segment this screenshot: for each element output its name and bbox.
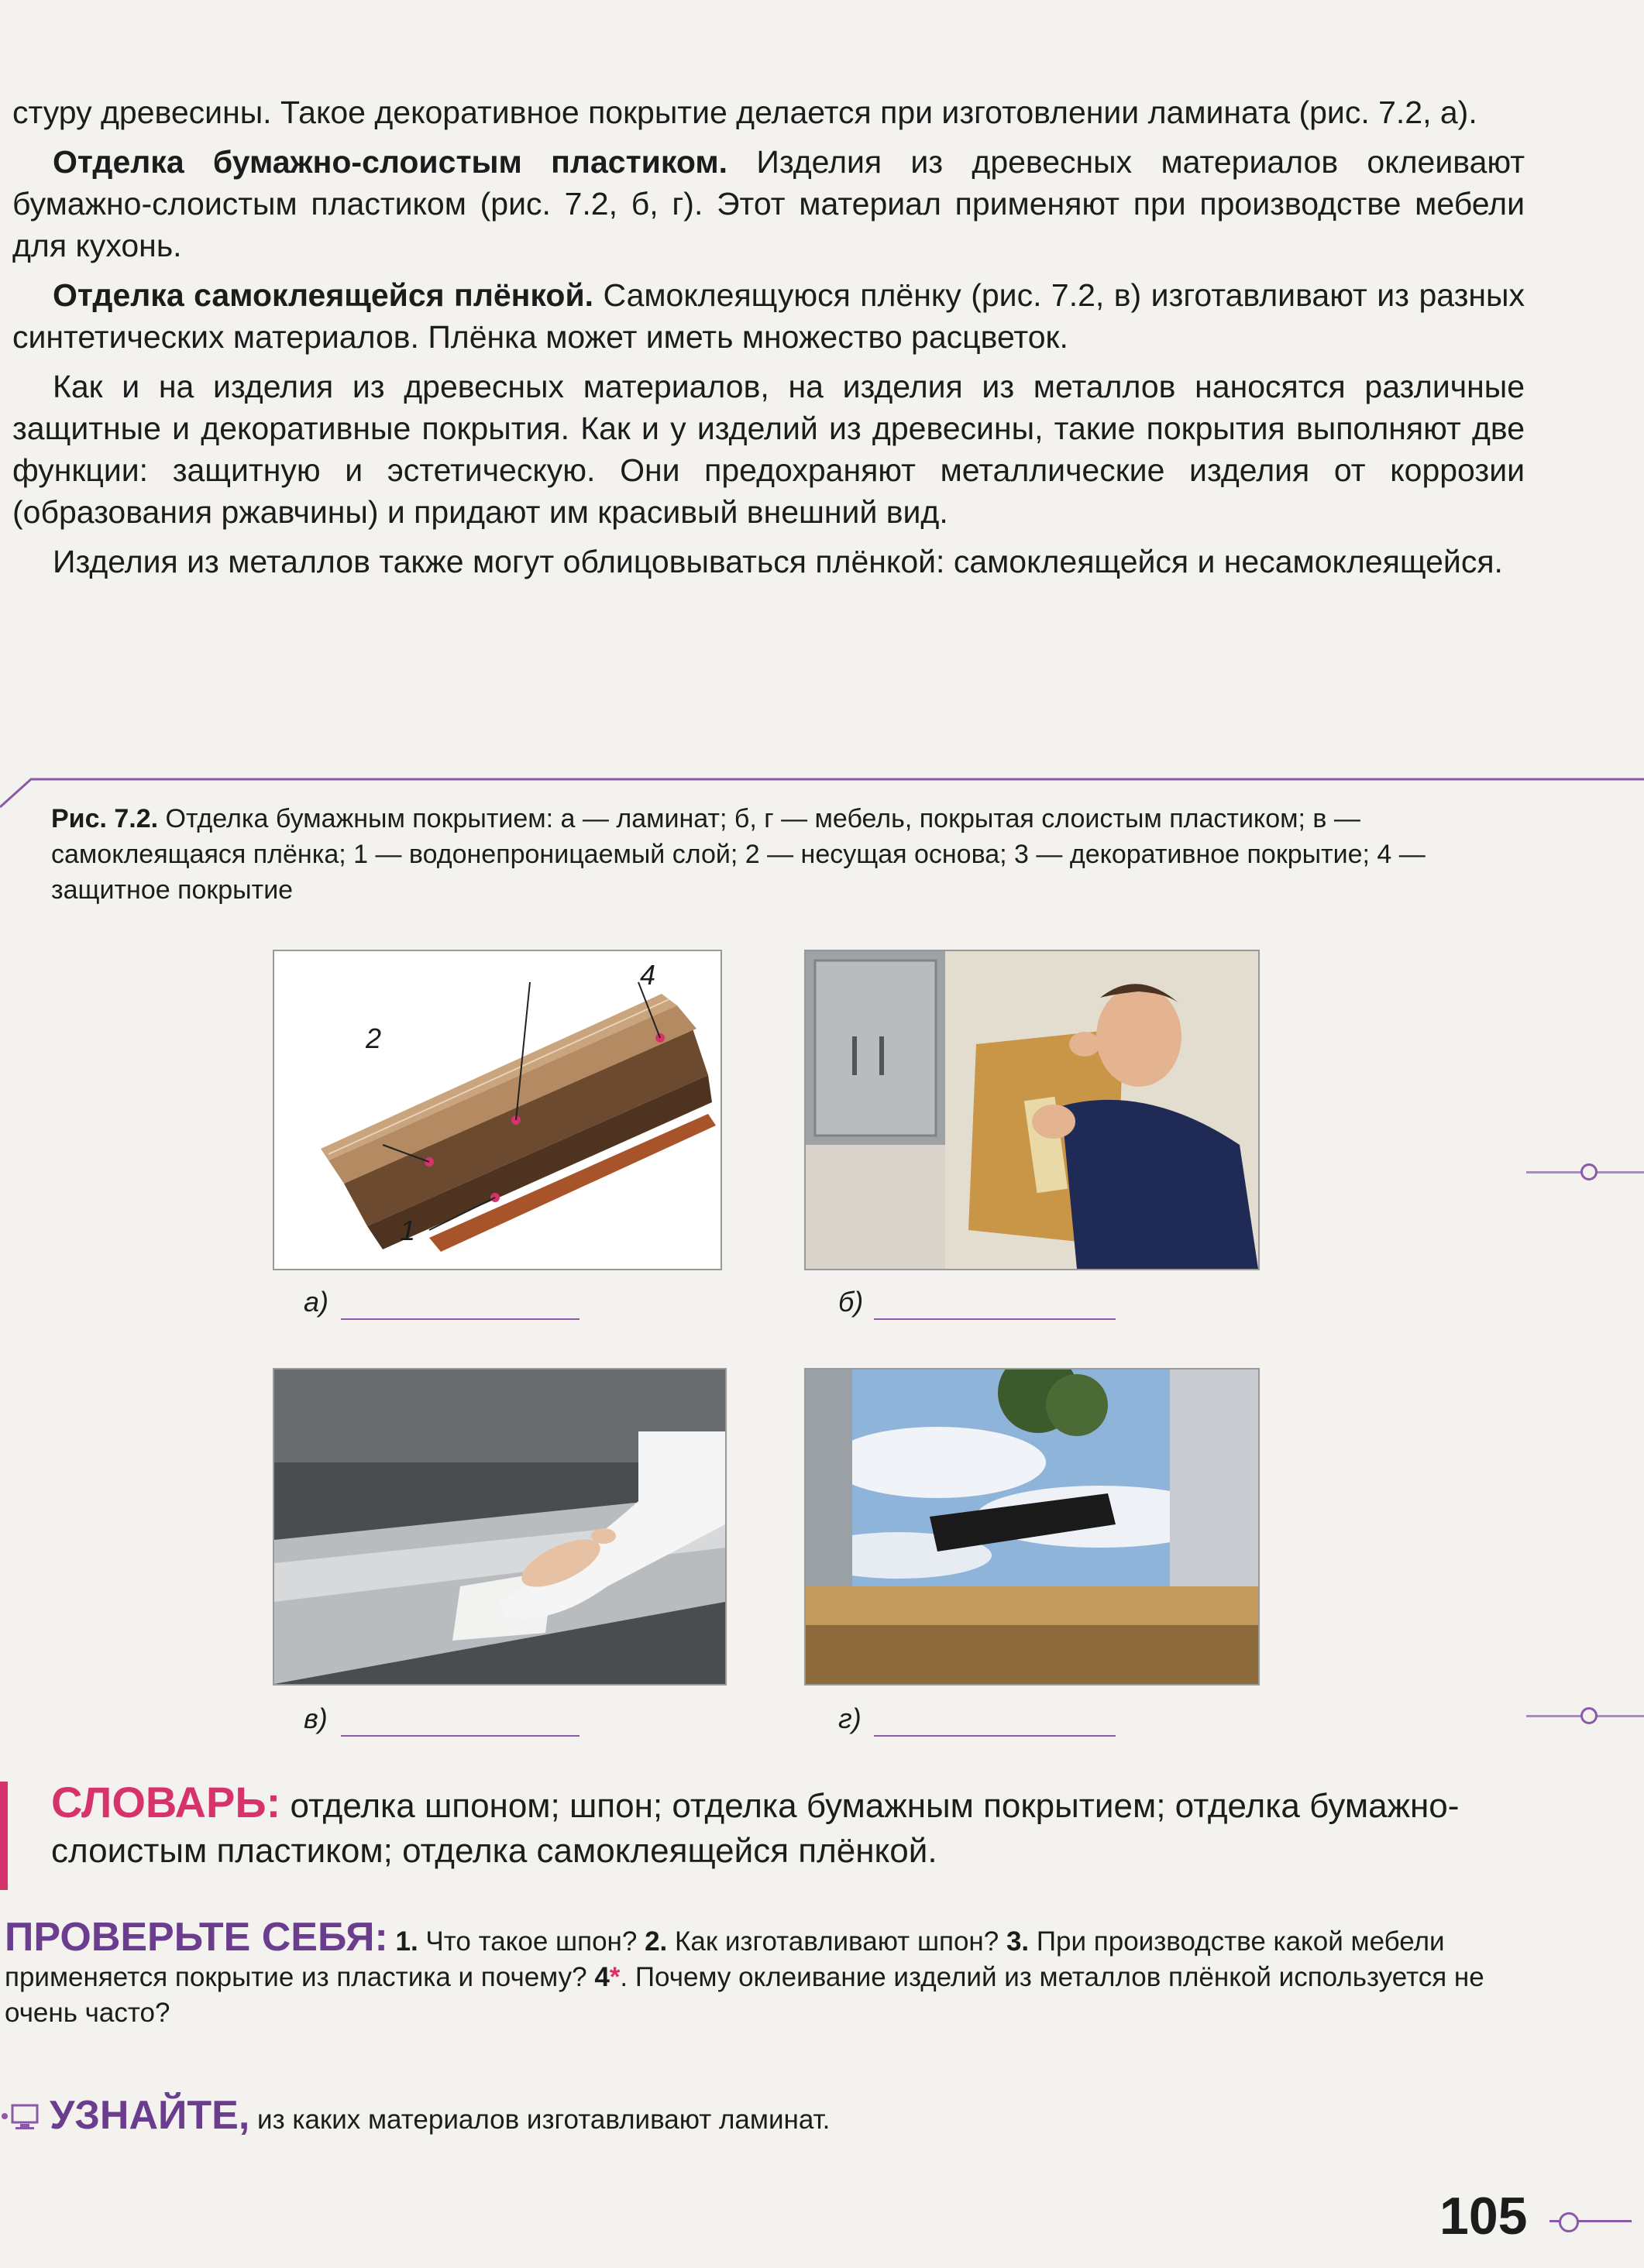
margin-dot-2 <box>1580 1707 1598 1724</box>
kitchen-cabinet-photo <box>806 951 1258 1269</box>
question-4: . Почему оклеивание изделий из металлов плёнкой используется не очень часто? <box>5 1962 1484 2028</box>
figure-v-label-line <box>341 1735 580 1737</box>
margin-dot-1 <box>1580 1163 1598 1180</box>
paragraph-5: Изделия из металлов также могут облицовываться плёнкой: самоклеящейся и несамоклеящейся. <box>53 544 1503 579</box>
printed-kitchen-panel-photo <box>806 1369 1258 1684</box>
figure-a-label-line <box>341 1318 580 1320</box>
vocabulary-heading: СЛОВАРЬ: <box>51 1778 281 1826</box>
figure-a-marker-2: 2 <box>366 1022 382 1054</box>
caption-text: Отделка бумажным покрытием: а — ламинат; б, г — мебель, покрытая слоистым пластиком; в — самоклеящаяся плёнка; 1 — водонепроницаемый слой; 2 — несущая основа; 3 — декоративное покрытие; 4 — защитное покрытие <box>51 804 1426 905</box>
question-1-number: 1. <box>395 1926 418 1957</box>
paragraph-4: Как и на изделия из древесных материалов, на изделия из металлов наносятся различные защитные и декоративные покрытия. Как и у изделий из древесины, такие покрытия выполняют две функции: защитную и эстетическую. Они предохраняют металлические изделия от коррозии (образования ржавчины) и придают им красивый внешний вид. <box>12 369 1525 530</box>
question-4-star: * <box>609 1962 621 1992</box>
figure-a-marker-4: 4 <box>640 959 656 991</box>
figure-g-label: г) <box>838 1703 862 1734</box>
question-1: Что такое шпон? <box>418 1926 645 1957</box>
paragraph-3 <box>12 274 1525 358</box>
page-number: 105 <box>1439 2187 1528 2246</box>
self-check-section <box>5 1915 1523 2031</box>
paragraph-2 <box>12 141 1525 266</box>
paragraph-3-heading: Отделка самоклеящейся плёнкой. <box>53 277 594 313</box>
question-3: При производстве какой мебели применяется покрытие из пластика и почему? <box>5 1926 1445 1992</box>
question-4-number: 4 <box>594 1962 610 1992</box>
figure-b-label: б) <box>838 1286 864 1318</box>
vocab-marker-tab <box>0 1782 8 1890</box>
figure-a-marker-1: 1 <box>400 1215 416 1246</box>
figure-v-label: в) <box>304 1703 328 1734</box>
question-3-number: 3. <box>1006 1926 1030 1957</box>
paragraph-2-heading: Отделка бумажно-слоистым пластиком. <box>53 144 728 180</box>
paragraph-2-text: Изделия из древесных материалов оклеивают бумажно-слоистым пластиком (рис. 7.2, б, г). Этот материал применяют при производстве мебели для кухонь. <box>12 144 1525 263</box>
vocabulary-section <box>51 1780 1523 1874</box>
vocabulary-text: отделка шпоном; шпон; отделка бумажным покрытием; отделка бумажно-слоистым пластиком; отделка самоклеящейся плёнкой. <box>51 1787 1460 1870</box>
figure-g-label-line <box>874 1735 1116 1737</box>
computer-icon <box>0 2101 43 2143</box>
figure-a-label: а) <box>304 1286 329 1318</box>
question-2-number: 2. <box>645 1926 668 1957</box>
figure-b-photo <box>804 950 1260 1270</box>
figure-v-photo <box>273 1368 727 1686</box>
learn-heading: УЗНАЙТЕ, <box>50 2093 250 2138</box>
figure-caption <box>51 801 1523 908</box>
adhesive-film-photo <box>274 1369 725 1684</box>
paragraph-3-text: Самоклеящуюся плёнку (рис. 7.2, в) изготавливают из разных синтетических материалов. Плёнка может иметь множество расцветок. <box>12 277 1525 355</box>
figure-b-label-line <box>874 1318 1116 1320</box>
page-number-dot <box>1559 2212 1579 2232</box>
learn-text: из каких материалов изготавливают ламинат. <box>249 2105 831 2135</box>
body-text <box>12 91 1525 590</box>
question-2: Как изготавливают шпон? <box>667 1926 1006 1957</box>
figure-a-laminate <box>273 950 722 1270</box>
self-check-heading: ПРОВЕРЬТЕ СЕБЯ: <box>5 1915 388 1960</box>
learn-section <box>0 2093 1518 2143</box>
paragraph-1: стуру древесины. Такое декоративное покрытие делается при изготовлении ламината (рис. 7.2, а). <box>12 94 1477 130</box>
caption-label: Рис. 7.2. <box>51 804 159 833</box>
laminate-illustration <box>274 951 721 1269</box>
figure-g-photo <box>804 1368 1260 1686</box>
